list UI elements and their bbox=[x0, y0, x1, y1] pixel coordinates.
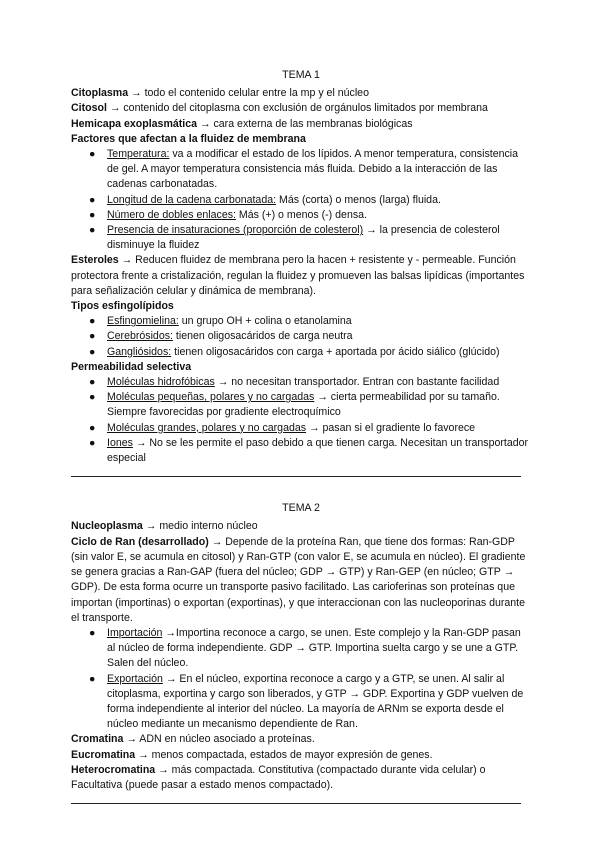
item-term: Moléculas pequeñas, polares y no cargadas bbox=[107, 391, 315, 404]
tipos-list bbox=[71, 314, 531, 360]
definition-cromatina: Cromatina → ADN en núcleo asociado a proteínas. bbox=[71, 733, 315, 746]
list-item: ● Gangliósidos: tienen oligosacáridos con carga + aportada por ácido siálico (glúcido) bbox=[71, 345, 531, 360]
list-item: ● Presencia de insaturaciones (proporción de colesterol) → la presencia de colesterol disminuye la fluidez bbox=[89, 224, 500, 252]
term-citoplasma: Citoplasma bbox=[71, 87, 129, 100]
definition-heterocromatina: Heterocromatina → más compactada. Constitutiva (compactado durante vida celular) o Facultativa (puede pasar a estado menos compactado). bbox=[71, 763, 486, 791]
term-nucleoplasma: Nucleoplasma bbox=[71, 520, 143, 533]
bullet-icon: ● bbox=[89, 330, 96, 343]
item-term: Esfingomielina: bbox=[107, 315, 179, 328]
ciclo-list bbox=[71, 626, 531, 732]
list-item: ● Temperatura: va a modificar el estado de los lípidos. A menor temperatura, consistencia de gel. A mayor temperatura consistencia más fluida. Debido a la interacción de las cadenas carbonatadas. bbox=[89, 148, 519, 191]
term-citosol: Citosol bbox=[71, 102, 107, 115]
term-heterocromatina: Heterocromatina bbox=[71, 763, 156, 776]
definition-citosol: Citosol → contenido del citoplasma con exclusión de orgánulos limitados por membrana bbox=[71, 102, 488, 115]
item-term: Longitud de la cadena carbonatada: bbox=[107, 193, 277, 206]
definition-nucleoplasma: Nucleoplasma → medio interno núcleo bbox=[71, 520, 258, 533]
list-item: ● Moléculas pequeñas, polares y no cargadas → cierta permeabilidad por su tamaño. Siempre favorecidas por gradiente electroquímico bbox=[89, 391, 500, 419]
item-term: Iones bbox=[107, 436, 133, 449]
permeabilidad-list bbox=[71, 375, 531, 466]
term-esteroles: Esteroles bbox=[71, 254, 119, 267]
item-term: Moléculas hidrofóbicas bbox=[107, 376, 215, 389]
permeabilidad-heading: Permeabilidad selectiva bbox=[71, 360, 192, 373]
item-term: Presencia de insaturaciones (proporción de colesterol) bbox=[107, 224, 364, 237]
bullet-icon: ● bbox=[89, 208, 96, 221]
bullet-icon: ● bbox=[89, 315, 96, 328]
item-term: Gangliósidos: bbox=[107, 345, 172, 358]
bullet-icon: ● bbox=[89, 148, 96, 161]
bullet-icon: ● bbox=[89, 391, 96, 404]
item-term: Número de dobles enlaces: bbox=[107, 208, 236, 221]
term-cromatina: Cromatina bbox=[71, 733, 124, 746]
item-term: Moléculas grandes, polares y no cargadas bbox=[107, 421, 307, 434]
bullet-icon: ● bbox=[89, 193, 96, 206]
list-item: ● Moléculas hidrofóbicas → no necesitan transportador. Entran con bastante facilidad bbox=[71, 375, 531, 390]
definition-eucromatina: Eucromatina → menos compactada, estados de mayor expresión de genes. bbox=[71, 748, 433, 761]
bullet-icon: ● bbox=[89, 436, 96, 449]
document-page bbox=[71, 68, 531, 804]
list-item: ● Número de dobles enlaces: Más (+) o menos (-) densa. bbox=[71, 208, 531, 223]
section-divider bbox=[71, 803, 521, 804]
bullet-icon: ● bbox=[89, 376, 96, 389]
list-item: ● Longitud de la cadena carbonatada: Más (corta) o menos (larga) fluida. bbox=[71, 193, 531, 208]
bullet-icon: ● bbox=[89, 626, 96, 639]
item-term: Importación bbox=[107, 626, 163, 639]
item-term: Exportación bbox=[107, 672, 163, 685]
definition-citoplasma: Citoplasma → todo el contenido celular entre la mp y el núcleo bbox=[71, 87, 369, 100]
list-item: ● Moléculas grandes, polares y no cargadas → pasan si el gradiente lo favorece bbox=[71, 421, 531, 436]
term-eucromatina: Eucromatina bbox=[71, 748, 136, 761]
factores-heading: Factores que afectan a la fluidez de membrana bbox=[71, 132, 306, 145]
definition-hemicapa: Hemicapa exoplasmática → cara externa de las membranas biológicas bbox=[71, 117, 413, 130]
tema1-title: TEMA 1 bbox=[282, 69, 320, 81]
tema2-title: TEMA 2 bbox=[282, 502, 320, 515]
list-item: ● Iones → No se les permite el paso debido a que tienen carga. Necesitan un transportador especial bbox=[89, 436, 529, 465]
bullet-icon: ● bbox=[89, 345, 96, 358]
list-item: ● Importación →Importina reconoce a cargo, se unen. Este complejo y la Ran-GDP pasan al núcleo de forma independiente. GDP → GTP. Importina suelta cargo y se une a GTP. Salen del núcleo. bbox=[89, 626, 521, 670]
term-hemicapa: Hemicapa exoplasmática bbox=[71, 117, 198, 130]
bullet-icon: ● bbox=[89, 224, 96, 237]
bullet-icon: ● bbox=[89, 421, 96, 434]
tipos-heading: Tipos esfingolípidos bbox=[71, 300, 174, 313]
bullet-icon: ● bbox=[89, 672, 96, 685]
factores-list bbox=[71, 147, 531, 253]
spacer bbox=[71, 477, 531, 501]
item-term: Temperatura: bbox=[107, 148, 170, 161]
definition-ciclo-ran: Ciclo de Ran (desarrollado) → Depende de la proteína Ran, que tiene dos formas: Ran-GDP (sin valor E, se acumula en citosol) y Ran-GTP (con valor E, se acumula en núcleo). El gradiente se genera gracias a Ran-GAP (fuera del núcleo; GDP → GTP) y Ran-GEP (en núcleo; GTP → GDP). De esta forma ocurre un transporte pasivo facilitado. Las carioferinas son proteínas que importan (importinas) o exportan (exportinas), y que interaccionan con las nucleoporinas durante el transporte. bbox=[71, 535, 526, 624]
list-item: ● Exportación → En el núcleo, exportina reconoce a cargo y a GTP, se unen. Al salir al citoplasma, exportina y cargo son liberados, y GTP → GDP. Exportina y GDP vuelven de forma independiente al interior del núcleo. La mayoría de ARNm se exporta desde el núcleo mediante un mecanismo dependiente de Ran. bbox=[89, 672, 524, 731]
item-term: Cerebrósidos: bbox=[107, 330, 173, 343]
list-item: ● Cerebrósidos: tienen oligosacáridos de carga neutra bbox=[71, 329, 531, 344]
definition-esteroles: Esteroles → Reducen fluidez de membrana pero la hacen + resistente y - permeable. Función protectora frente a cristalización, regulan la fluidez y promueven las balsas lipídicas (importantes para señalización celular y dinámica de membrana). bbox=[71, 254, 525, 297]
list-item: ● Esfingomielina: un grupo OH + colina o etanolamina bbox=[71, 314, 531, 329]
term-ciclo-ran: Ciclo de Ran (desarrollado) bbox=[71, 535, 209, 548]
